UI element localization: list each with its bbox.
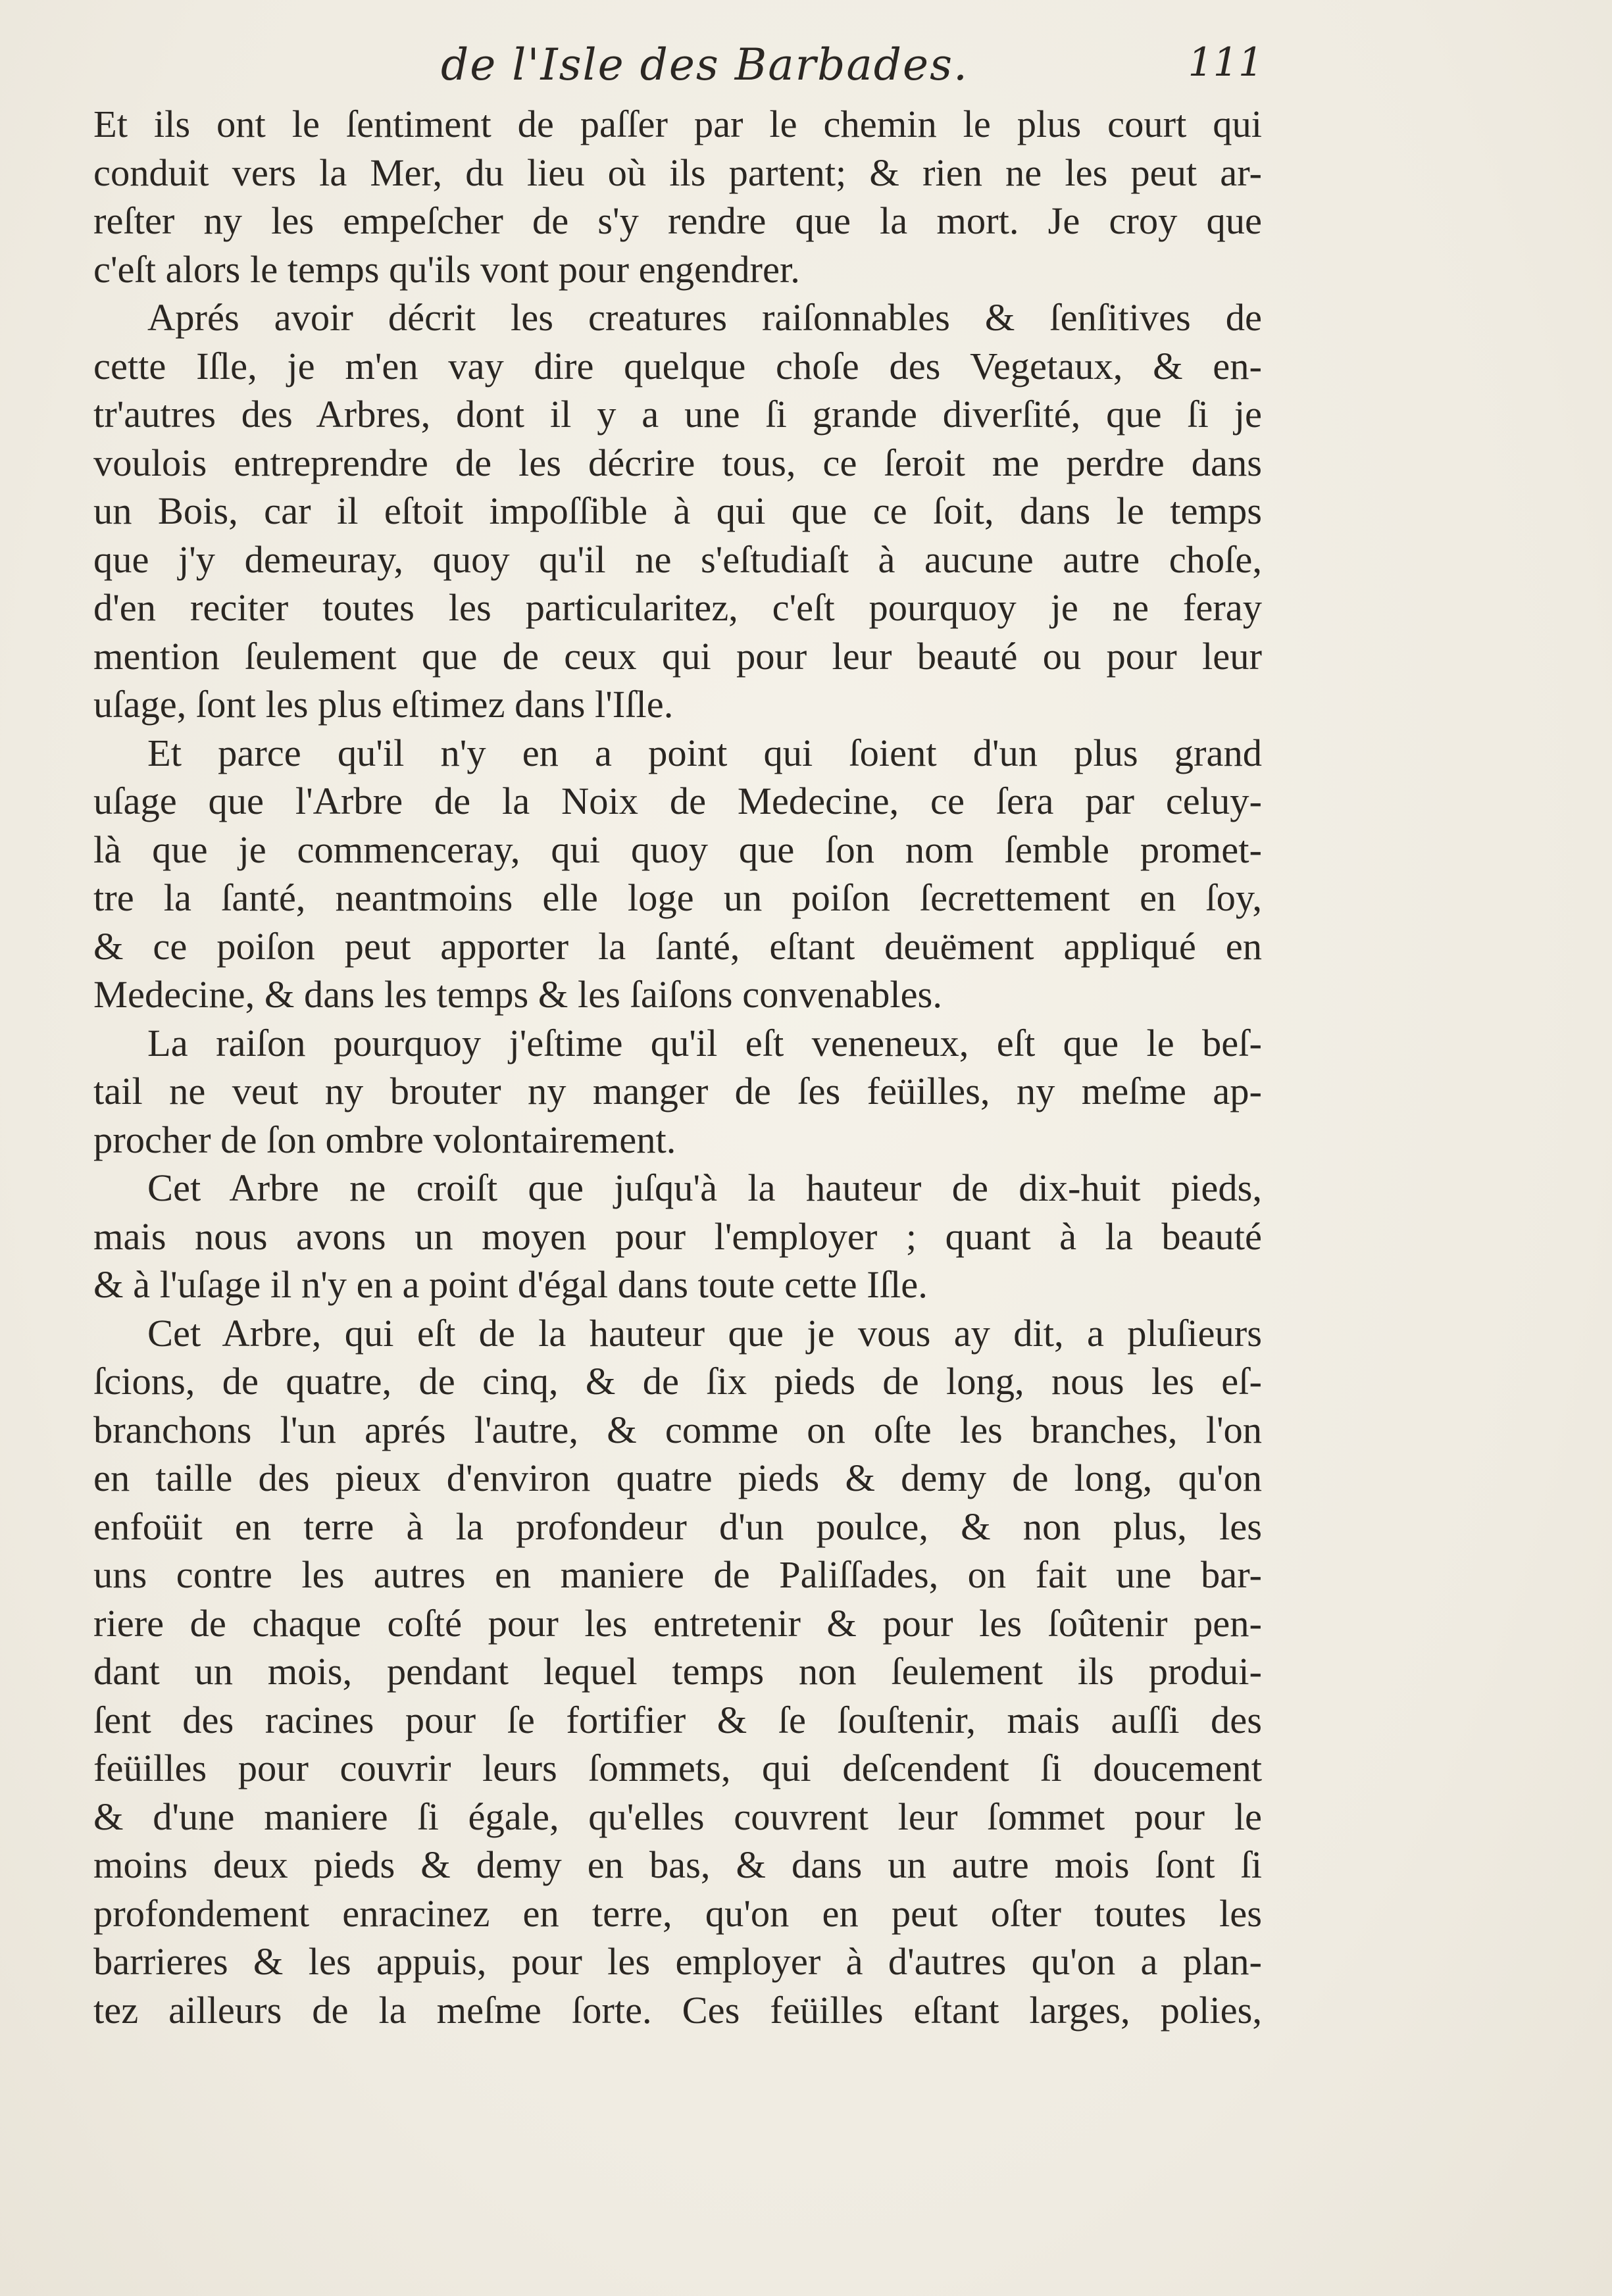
text-line: ſcions, de quatre, de cinq, & de ſix pieds de long, nous les eſ- [93, 1360, 1262, 1403]
page-header [92, 39, 1263, 99]
running-title: de l'Isle des Barbades. [441, 39, 969, 90]
text-line: cette Iſle, je m'en vay dire quelque choſe des Vegetaux, & en- [93, 344, 1262, 387]
text-line: c'eſt alors le temps qu'ils vont pour engendrer. [93, 247, 800, 291]
text-line: branchons l'un aprés l'autre, & comme on oſte les branches, l'on [93, 1408, 1262, 1451]
page-number: 111 [1188, 39, 1263, 86]
text-line: & d'une maniere ſi égale, qu'elles couvrent leur ſommet pour le [93, 1795, 1262, 1838]
text-line: dant un mois, pendant lequel temps non ſeulement ils produi- [93, 1650, 1262, 1693]
text-line: là que je commenceray, qui quoy que ſon nom ſemble promet- [93, 828, 1262, 871]
text-line: Medecine, & dans les temps & les ſaiſons convenables. [93, 973, 942, 1016]
text-line: La raiſon pourquoy j'eſtime qu'il eſt veneneux, eſt que le beſ- [147, 1021, 1262, 1064]
text-line: tre la ſanté, neantmoins elle loge un poiſon ſecrettement en ſoy, [93, 876, 1262, 919]
text-line: conduit vers la Mer, du lieu où ils partent; & rien ne les peut ar- [93, 151, 1262, 194]
body-text [93, 100, 1262, 2034]
text-line: Cet Arbre ne croiſt que juſqu'à la hauteur de dix-huit pieds, [147, 1166, 1262, 1209]
text-line: tr'autres des Arbres, dont il y a une ſi grande diverſité, que ſi je [93, 393, 1262, 436]
text-line: & ce poiſon peut apporter la ſanté, eſtant deuëment appliqué en [93, 924, 1262, 968]
text-line: feüilles pour couvrir leurs ſommets, qui deſcendent ſi doucement [93, 1747, 1262, 1789]
text-line: uns contre les autres en maniere de Paliſſades, on fait une bar- [93, 1553, 1262, 1596]
text-line: moins deux pieds & demy en bas, & dans un autre mois ſont ſi [93, 1843, 1262, 1886]
text-line: d'en reciter toutes les particularitez, c'eſt pourquoy je ne feray [93, 586, 1262, 629]
text-line: uſage, ſont les plus eſtimez dans l'Iſle. [93, 683, 674, 726]
text-line: profondement enracinez en terre, qu'on en peut oſter toutes les [93, 1891, 1262, 1935]
text-line: tez ailleurs de la meſme ſorte. Ces feüilles eſtant larges, polies, [93, 1988, 1262, 2032]
text-line: un Bois, car il eſtoit impoſſible à qui que ce ſoit, dans le temps [93, 489, 1262, 532]
text-line: Cet Arbre, qui eſt de la hauteur que je vous ay dit, a pluſieurs [147, 1311, 1262, 1355]
text-line: tail ne veut ny brouter ny manger de ſes feüilles, ny meſme ap- [93, 1070, 1262, 1112]
text-line: Et ils ont le ſentiment de paſſer par le chemin le plus court qui [93, 103, 1262, 145]
text-line: riere de chaque coſté pour les entretenir & pour les ſoûtenir pen- [93, 1601, 1262, 1645]
text-line: barrieres & les appuis, pour les employer à d'autres qu'on a plan- [93, 1940, 1262, 1983]
text-line: que j'y demeuray, quoy qu'il ne s'eſtudiaſt à aucune autre choſe, [93, 537, 1262, 581]
text-line: mais nous avons un moyen pour l'employer ; quant à la beauté [93, 1214, 1262, 1258]
text-line: voulois entreprendre de les décrire tous, ce ſeroit me perdre dans [93, 441, 1262, 484]
text-line: procher de ſon ombre volontairement. [93, 1118, 676, 1161]
text-line: Aprés avoir décrit les creatures raiſonnables & ſenſitives de [147, 296, 1262, 339]
text-line: ſent des racines pour ſe fortifier & ſe ſouſtenir, mais auſſi des [93, 1698, 1262, 1741]
text-line: mention ſeulement que de ceux qui pour leur beauté ou pour leur [93, 634, 1262, 678]
text-line: uſage que l'Arbre de la Noix de Medecine, ce ſera par celuy- [93, 780, 1262, 822]
text-line: reſter ny les empeſcher de s'y rendre que la mort. Je croy que [93, 199, 1262, 242]
text-line: en taille des pieux d'environ quatre pieds & demy de long, qu'on [93, 1457, 1262, 1499]
text-line: Et parce qu'il n'y en a point qui ſoient d'un plus grand [147, 731, 1262, 774]
text-line: & à l'uſage il n'y en a point d'égal dans toute cette Iſle. [93, 1263, 928, 1306]
text-line: enfoüit en terre à la profondeur d'un poulce, & non plus, les [93, 1505, 1262, 1548]
